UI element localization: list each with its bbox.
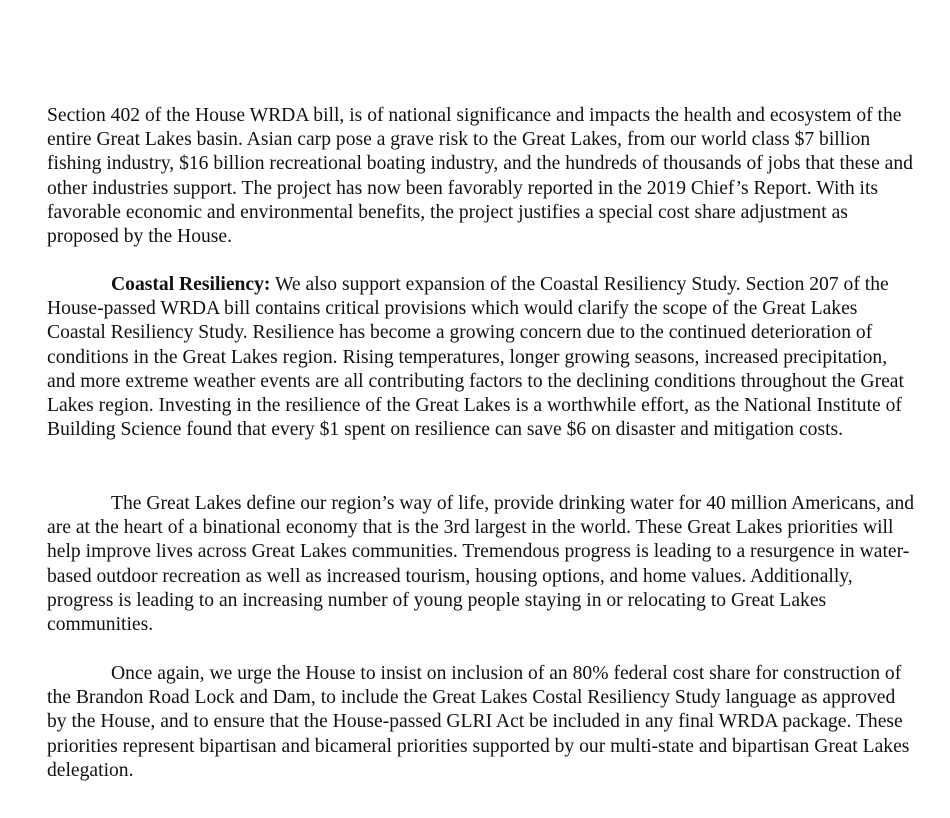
paragraph-great-lakes-way-of-life <box>47 492 917 637</box>
paragraph-closing-request <box>47 662 917 783</box>
paragraph-section-402 <box>47 104 917 249</box>
paragraph-text: The Great Lakes define our region’s way of life, provide drinking water for 40 million Americans, and are at the heart of a binational economy that is the 3rd largest in the world. These Great Lakes priorities will help improve lives across Great Lakes communities. Tremendous progress is leading to a resurgence in water-based outdoor recreation as well as increased tourism, housing options, and home values. Additionally, progress is leading to an increasing number of young people staying in or relocating to Great Lakes communities. <box>47 493 915 636</box>
paragraph-text: Section 402 of the House WRDA bill, is of national significance and impacts the health and ecosystem of the entire Great Lakes basin. Asian carp pose a grave risk to the Great Lakes, from our world class $7 billion fishing industry, $16 billion recreational boating industry, and the hundreds of thousands of jobs that these and other industries support. The project has now been favorably reported in the 2019 Chief’s Report. With its favorable economic and environmental benefits, the project justifies a special cost share adjustment as proposed by the House. <box>47 105 913 248</box>
paragraph-text: We also support expansion of the Coastal Resiliency Study. Section 207 of the House-passed WRDA bill contains critical provisions which would clarify the scope of the Great Lakes Coastal Resiliency Study. Resilience has become a growing concern due to the continued deterioration of conditions in the Great Lakes region. Rising temperatures, longer growing seasons, increased precipitation, and more extreme weather events are all contributing factors to the declining conditions throughout the Great Lakes region. Investing in the resilience of the Great Lakes is a worthwhile effort, as the National Institute of Building Science found that every $1 spent on resilience can save $6 on disaster and mitigation costs. <box>47 274 904 441</box>
paragraph-text: Once again, we urge the House to insist on inclusion of an 80% federal cost share for construction of the Brandon Road Lock and Dam, to include the Great Lakes Costal Resiliency Study language as approved by the House, and to ensure that the House-passed GLRI Act be included in any final WRDA package. These priorities represent bipartisan and bicameral priorities supported by our multi-state and bipartisan Great Lakes delegation. <box>47 663 910 781</box>
section-heading: Coastal Resiliency: <box>111 274 271 295</box>
paragraph-coastal-resiliency <box>47 273 917 442</box>
